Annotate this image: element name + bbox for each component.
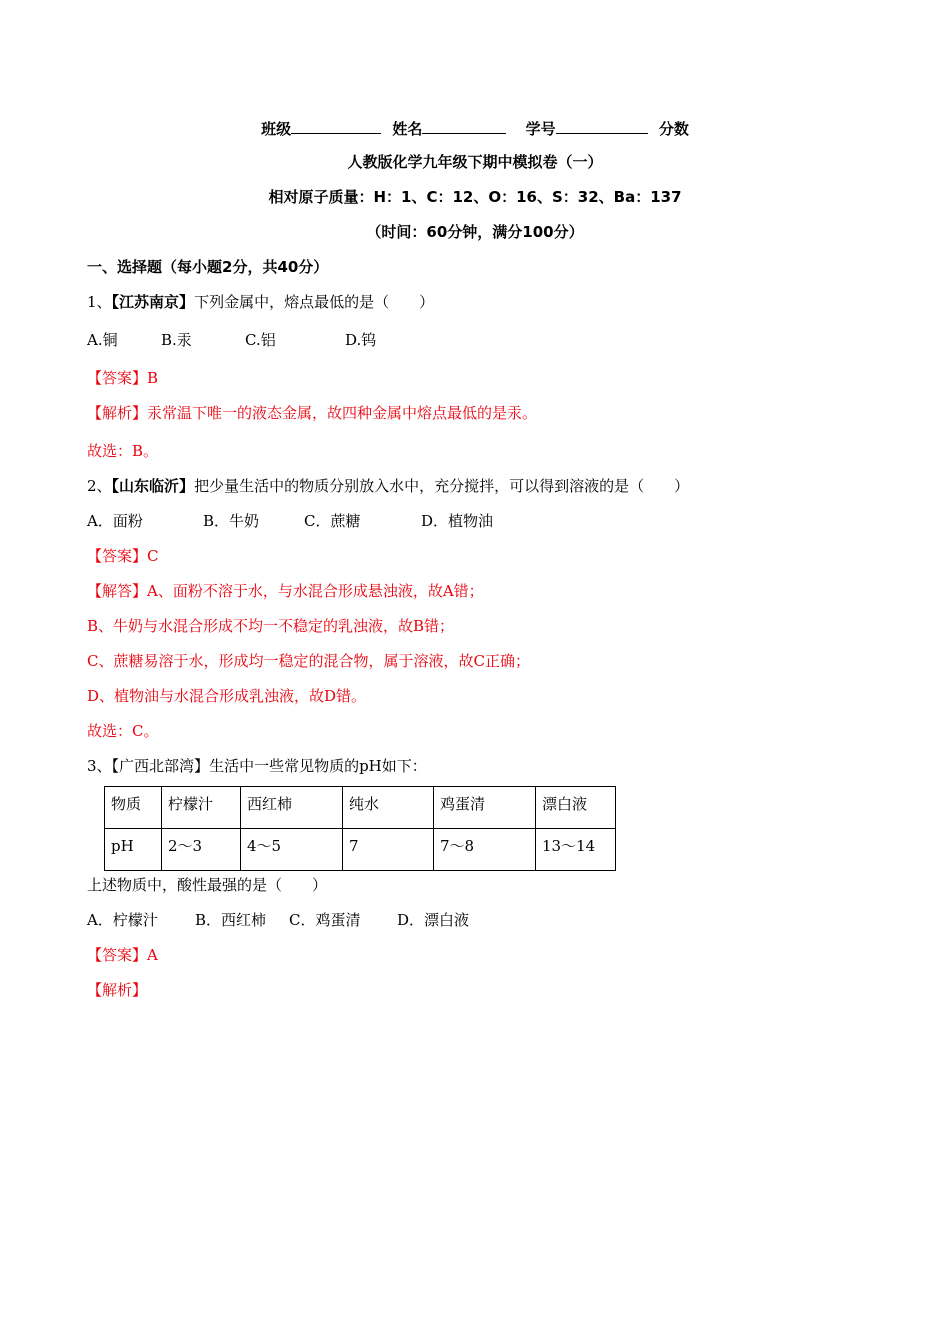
q2-source: 【山东临沂】 (111, 477, 195, 495)
q1-answer-value: B (147, 369, 159, 387)
q2-answer-value: C (147, 547, 159, 565)
q3-source: 【广西北部湾】 (111, 757, 210, 775)
q1-text: 下列金属中，熔点最低的是（ ） (194, 293, 435, 311)
q1-option-b[interactable]: B.汞 (161, 331, 192, 349)
id-label: 学号 (525, 120, 556, 138)
q1-option-d[interactable]: D.钨 (345, 331, 377, 349)
q1-answer-label: 【答案】 (87, 369, 148, 387)
q2-number: 2、 (87, 477, 112, 495)
q3-answer (87, 945, 158, 965)
table-cell: 2～3 (162, 829, 241, 871)
q2-option-b[interactable]: B．牛奶 (203, 512, 260, 530)
table-cell: 物质 (105, 787, 162, 829)
student-info-line (0, 117, 950, 139)
q3-analysis-label: 【解析】 (87, 981, 148, 999)
table-cell: pH (105, 829, 162, 871)
class-label: 班级 (261, 120, 292, 138)
q1-analysis (87, 403, 537, 423)
table-cell: 漂白液 (536, 787, 616, 829)
q3-number: 3、 (87, 757, 112, 775)
q1-option-a[interactable]: A.铜 (87, 331, 118, 349)
q3-answer-label: 【答案】 (87, 946, 148, 964)
atomic-masses: 相对原子质量：H：1、C：12、O：16、S：32、Ba：137 (268, 188, 682, 206)
ph-table (104, 786, 616, 871)
q3-option-c[interactable]: C．鸡蛋清 (289, 911, 361, 929)
q2-answer (87, 546, 159, 566)
q2-answer-label: 【答案】 (87, 547, 148, 565)
name-blank[interactable] (422, 117, 506, 134)
q3-followup: 上述物质中，酸性最强的是（ ） (87, 876, 328, 894)
q2-analysis-line-1 (87, 581, 484, 601)
table-cell: 鸡蛋清 (434, 787, 536, 829)
table-cell: 7～8 (434, 829, 536, 871)
q2-options (87, 511, 493, 531)
table-cell: 7 (343, 829, 434, 871)
class-blank[interactable] (291, 117, 381, 134)
time-info: （时间：60分钟，满分100分） (366, 223, 584, 241)
q1-source: 【江苏南京】 (111, 293, 195, 311)
table-cell: 西红柿 (241, 787, 343, 829)
q2-conclusion: 故选：C。 (87, 722, 159, 740)
q1-option-c[interactable]: C.铝 (245, 331, 276, 349)
q2-option-d[interactable]: D．植物油 (421, 512, 494, 530)
table-header-row (105, 787, 616, 829)
q2-text: 把少量生活中的物质分别放入水中，充分搅拌，可以得到溶液的是（ ） (194, 477, 690, 495)
q3-text: 生活中一些常见物质的pH如下： (209, 757, 427, 775)
table-cell: 4～5 (241, 829, 343, 871)
table-row (105, 829, 616, 871)
q2-option-a[interactable]: A．面粉 (87, 512, 143, 530)
q2-stem (87, 476, 689, 496)
q2-option-c[interactable]: C．蔗糖 (304, 512, 361, 530)
q1-analysis-text: 汞常温下唯一的液态金属，故四种金属中熔点最低的是汞。 (147, 404, 538, 422)
q2-analysis-line-3: C、蔗糖易溶于水，形成均一稳定的混合物，属于溶液，故C正确； (87, 652, 530, 670)
q3-options (87, 910, 469, 930)
table-cell: 纯水 (343, 787, 434, 829)
q1-number: 1、 (87, 293, 112, 311)
name-label: 姓名 (392, 120, 423, 138)
exam-title: 人教版化学九年级下期中模拟卷（一） (347, 153, 603, 171)
q3-option-a[interactable]: A．柠檬汁 (87, 911, 158, 929)
q1-analysis-label: 【解析】 (87, 404, 148, 422)
q2-analysis-line-4: D、植物油与水混合形成乳浊液，故D错。 (87, 687, 367, 705)
q2-analysis-text-1: A、面粉不溶于水，与水混合形成悬浊液，故A错； (147, 582, 484, 600)
q3-answer-value: A (147, 946, 158, 964)
id-blank[interactable] (556, 117, 648, 134)
q3-stem (87, 756, 427, 776)
q1-options (87, 330, 376, 350)
q1-answer (87, 368, 158, 388)
table-cell: 柠檬汁 (162, 787, 241, 829)
q2-analysis-line-2: B、牛奶与水混合形成不均一不稳定的乳浊液，故B错； (87, 617, 455, 635)
table-cell: 13～14 (536, 829, 616, 871)
q3-option-b[interactable]: B．西红柿 (195, 911, 267, 929)
section-heading: 一、选择题（每小题2分，共40分） (87, 258, 329, 276)
q1-stem (87, 292, 434, 312)
score-label: 分数 (658, 120, 689, 138)
q2-analysis-label: 【解答】 (87, 582, 148, 600)
q1-conclusion: 故选：B。 (87, 442, 159, 460)
q3-option-d[interactable]: D．漂白液 (397, 911, 470, 929)
